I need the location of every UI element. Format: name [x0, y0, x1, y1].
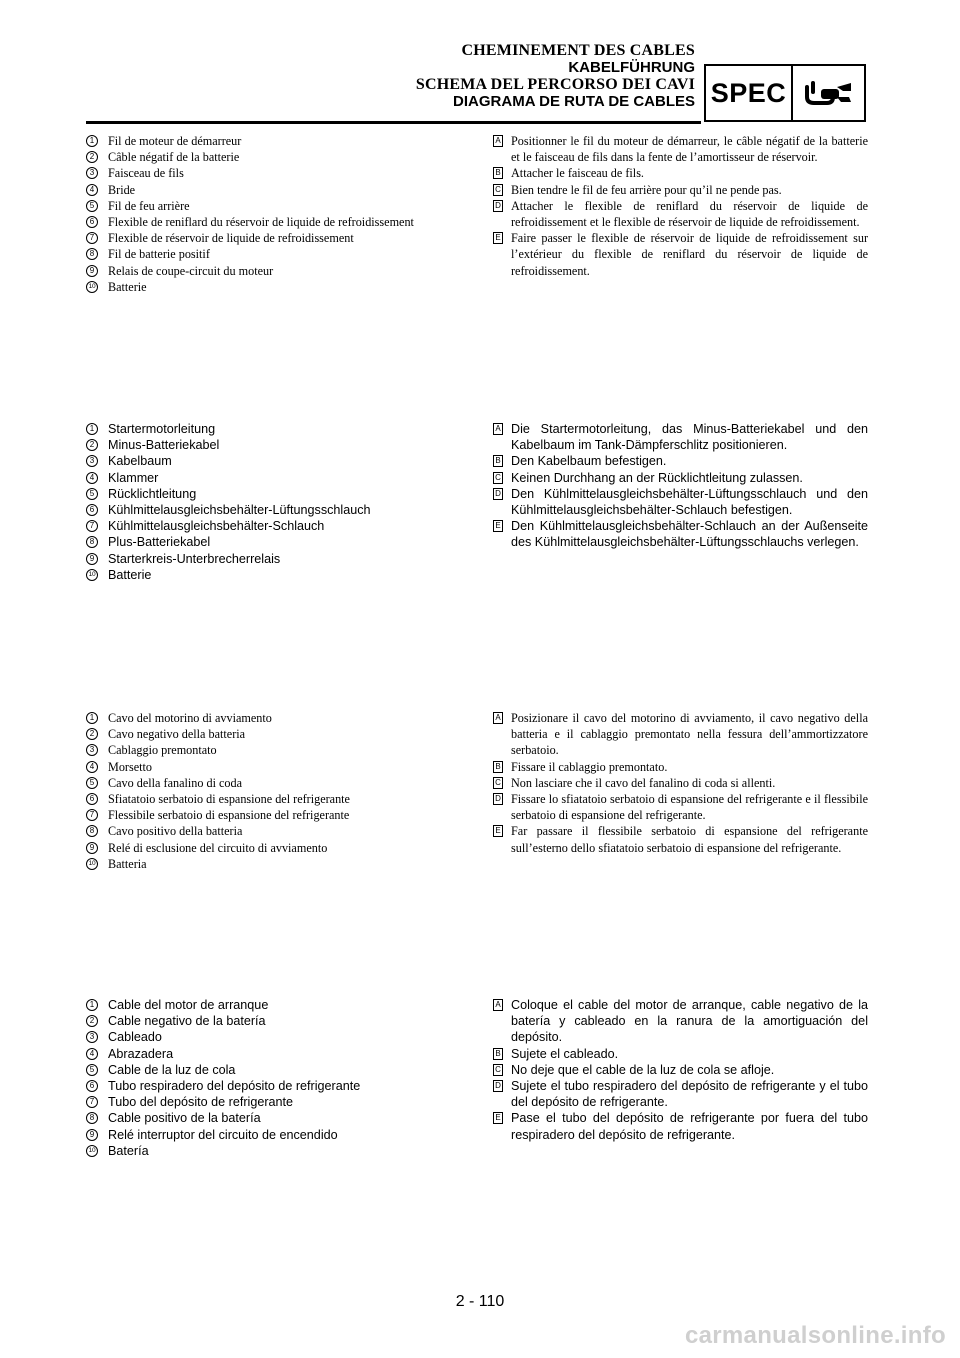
note-text: Fissare lo sfiatatoio serbatoio di espansione del refrigerante e il flessibile serbatoio di espansione del refrigerante.	[511, 792, 868, 823]
item-number: 9	[86, 265, 98, 277]
item-number: 1	[86, 423, 98, 435]
item-text: Bride	[108, 182, 136, 197]
notes-italian	[493, 710, 868, 856]
note-letter: C	[493, 777, 503, 789]
item-text: Faisceau de fils	[108, 166, 184, 181]
parts-list-german	[86, 421, 476, 583]
list-item	[86, 453, 476, 469]
list-item	[86, 1110, 476, 1126]
item-number: 10	[86, 858, 98, 870]
note-letter: C	[493, 184, 503, 196]
list-item	[86, 710, 476, 726]
item-text: Kühlmittelausgleichsbehälter-Schlauch	[108, 519, 325, 534]
list-item	[86, 230, 476, 246]
item-text: Cable de la luz de cola	[108, 1062, 236, 1077]
list-item	[86, 1062, 476, 1078]
item-text: Fil de moteur de démarreur	[108, 134, 242, 148]
note-text: Positionner le fil du moteur de démarreur, le câble négatif de la batterie et le faisceau de fils dans la fente de l’amortisseur de réservoir.	[511, 134, 868, 165]
item-text: Batería	[108, 1143, 149, 1158]
item-text: Flexible de reniflard du réservoir de liquide de refroidissement	[108, 215, 414, 230]
item-number: 7	[86, 809, 98, 821]
list-item	[86, 437, 476, 453]
spec-badge	[704, 64, 866, 122]
item-number: 10	[86, 569, 98, 581]
item-number: 10	[86, 1145, 98, 1157]
item-number: 8	[86, 825, 98, 837]
list-item	[86, 149, 476, 165]
note-letter: A	[493, 999, 503, 1011]
list-item	[86, 486, 476, 502]
note-text: Attacher le faisceau de fils.	[511, 166, 644, 181]
note-item	[493, 710, 868, 759]
notes-german	[493, 421, 868, 551]
list-item	[86, 1013, 476, 1029]
item-number: 1	[86, 135, 98, 147]
note-item	[493, 823, 868, 855]
note-item	[493, 518, 868, 550]
item-text: Tubo del depósito de refrigerante	[108, 1095, 294, 1110]
item-text: Cable positivo de la batería	[108, 1111, 261, 1126]
note-letter: E	[493, 232, 503, 244]
list-item	[86, 470, 476, 486]
note-letter: A	[493, 712, 503, 724]
title-italian: SCHEMA DEL PERCORSO DEI CAVI	[415, 76, 695, 93]
note-text: Keinen Durchhang an der Rücklichtleitung zulassen.	[511, 470, 803, 485]
note-text: Far passare il flessibile serbatoio di espansione del refrigerante sull’esterno dello sfiatatoio serbatoio di espansione del refrigerante.	[511, 824, 868, 855]
list-item	[86, 823, 476, 839]
list-item	[86, 1143, 476, 1159]
parts-list-french	[86, 133, 476, 295]
item-number: 8	[86, 536, 98, 548]
note-text: Faire passer le flexible de réservoir de liquide de refroidissement sur l’extérieur du flexible de reniflard du réservoir de liquide de refroidissement.	[511, 231, 868, 278]
list-item	[86, 182, 476, 198]
list-item	[86, 534, 476, 550]
note-item	[493, 230, 868, 279]
header-titles	[416, 42, 695, 110]
item-text: Tubo respiradero del depósito de refrigerante	[108, 1079, 361, 1094]
notes-spanish	[493, 997, 868, 1143]
item-number: 9	[86, 1129, 98, 1141]
item-text: Batteria	[108, 856, 147, 871]
list-item	[86, 518, 476, 534]
note-text: No deje que el cable de la luz de cola se afloje.	[511, 1062, 775, 1077]
note-item	[493, 198, 868, 230]
watermark: carmanualsonline.info	[684, 1322, 946, 1349]
title-french: CHEMINEMENT DES CABLES	[461, 42, 695, 59]
list-item	[86, 1029, 476, 1045]
item-number: 6	[86, 1080, 98, 1092]
item-number: 1	[86, 712, 98, 724]
note-text: Sujete el cableado.	[511, 1046, 619, 1061]
note-text: Den Kabelbaum befestigen.	[511, 454, 667, 469]
item-text: Relais de coupe-circuit du moteur	[108, 263, 274, 278]
item-text: Morsetto	[108, 759, 153, 774]
note-letter: E	[493, 825, 503, 837]
note-text: Fissare il cablaggio premontato.	[511, 759, 668, 774]
note-text: Den Kühlmittelausgleichsbehälter-Schlauch an der Außenseite des Kühlmittelausgleichsbehälter-Lüftungsschlauchs verlegen.	[511, 519, 868, 550]
list-item	[86, 263, 476, 279]
note-letter: B	[493, 1048, 503, 1060]
header-rule	[86, 121, 701, 124]
item-number: 5	[86, 200, 98, 212]
item-number: 8	[86, 248, 98, 260]
wrench-icon	[793, 66, 864, 120]
note-item	[493, 759, 868, 775]
note-letter: A	[493, 135, 503, 147]
list-item	[86, 214, 476, 230]
item-number: 2	[86, 151, 98, 163]
item-text: Rücklichtleitung	[108, 486, 197, 501]
item-number: 3	[86, 744, 98, 756]
note-item	[493, 421, 868, 453]
item-number: 4	[86, 472, 98, 484]
note-text: Den Kühlmittelausgleichsbehälter-Lüftungsschlauch und den Kühlmittelausgleichsbehälter-Schlauch befestigen.	[511, 486, 868, 518]
list-item	[86, 133, 476, 149]
item-number: 10	[86, 281, 98, 293]
item-text: Fil de batterie positif	[108, 247, 210, 262]
list-item	[86, 1078, 476, 1094]
item-number: 4	[86, 761, 98, 773]
list-item	[86, 726, 476, 742]
note-letter: B	[493, 455, 503, 467]
item-text: Cable del motor de arranque	[108, 998, 269, 1012]
item-text: Kühlmittelausgleichsbehälter-Lüftungsschlauch	[108, 503, 371, 518]
item-number: 5	[86, 1064, 98, 1076]
item-text: Sfiatatoio serbatoio di espansione del refrigerante	[108, 792, 350, 807]
note-item	[493, 1078, 868, 1110]
note-letter: D	[493, 1080, 503, 1092]
note-text: Attacher le flexible de reniflard du réservoir de liquide de refroidissement et le flexible de réservoir de liquide de refroidissement.	[511, 198, 868, 230]
list-item	[86, 165, 476, 181]
note-letter: C	[493, 472, 503, 484]
title-spanish: DIAGRAMA DE RUTA DE CABLES	[453, 93, 695, 110]
note-text: Sujete el tubo respiradero del depósito de refrigerante y el tubo del depósito de refrigerante.	[511, 1079, 868, 1110]
item-text: Cavo negativo della batteria	[108, 727, 246, 742]
note-item	[493, 1110, 868, 1142]
item-text: Cable negativo de la batería	[108, 1014, 266, 1029]
notes-french	[493, 133, 868, 279]
list-item	[86, 567, 476, 583]
item-number: 2	[86, 439, 98, 451]
item-text: Cablaggio premontato	[108, 743, 217, 758]
item-number: 2	[86, 1015, 98, 1027]
item-number: 9	[86, 842, 98, 854]
item-number: 3	[86, 455, 98, 467]
item-text: Plus-Batteriekabel	[108, 535, 211, 550]
note-letter: E	[493, 520, 503, 532]
item-text: Abrazadera	[108, 1046, 174, 1061]
list-item	[86, 856, 476, 872]
note-item	[493, 1062, 868, 1078]
note-letter: C	[493, 1064, 503, 1076]
parts-list-italian	[86, 710, 476, 872]
list-item	[86, 551, 476, 567]
item-text: Fil de feu arrière	[108, 198, 190, 213]
note-item	[493, 775, 868, 791]
page-number: 2 - 110	[455, 1293, 505, 1310]
list-item	[86, 1127, 476, 1143]
note-text: Die Startermotorleitung, das Minus-Batteriekabel und den Kabelbaum im Tank-Dämpferschlitz positionieren.	[511, 422, 868, 453]
list-item	[86, 246, 476, 262]
item-text: Cavo della fanalino di coda	[108, 775, 243, 790]
item-text: Batterie	[108, 567, 152, 582]
item-number: 7	[86, 520, 98, 532]
item-number: 5	[86, 777, 98, 789]
spec-label: SPEC	[706, 66, 793, 120]
list-item	[86, 759, 476, 775]
title-german: KABELFÜHRUNG	[568, 59, 695, 76]
item-text: Cavo del motorino di avviamento	[108, 711, 272, 725]
item-number: 3	[86, 167, 98, 179]
list-item	[86, 742, 476, 758]
item-text: Cableado	[108, 1030, 162, 1045]
note-item	[493, 486, 868, 518]
note-item	[493, 1046, 868, 1062]
note-text: Non lasciare che il cavo del fanalino di coda si allenti.	[511, 775, 776, 790]
note-item	[493, 453, 868, 469]
item-text: Batterie	[108, 279, 147, 294]
note-item	[493, 470, 868, 486]
item-number: 5	[86, 488, 98, 500]
item-text: Relé di esclusione del circuito di avviamento	[108, 840, 328, 855]
list-item	[86, 502, 476, 518]
item-number: 9	[86, 553, 98, 565]
item-text: Kabelbaum	[108, 454, 172, 469]
note-item	[493, 182, 868, 198]
item-text: Flexible de réservoir de liquide de refroidissement	[108, 231, 354, 246]
list-item	[86, 791, 476, 807]
list-item	[86, 1046, 476, 1062]
note-text: Bien tendre le fil de feu arrière pour qu’il ne pende pas.	[511, 182, 782, 197]
note-letter: D	[493, 200, 503, 212]
item-number: 2	[86, 728, 98, 740]
note-letter: B	[493, 167, 503, 179]
note-letter: E	[493, 1112, 503, 1124]
list-item	[86, 775, 476, 791]
item-text: Starterkreis-Unterbrecherrelais	[108, 551, 281, 566]
item-text: Startermotorleitung	[108, 422, 216, 436]
list-item	[86, 279, 476, 295]
item-number: 8	[86, 1112, 98, 1124]
note-item	[493, 165, 868, 181]
note-text: Posizionare il cavo del motorino di avviamento, il cavo negativo della batteria e il cablaggio premontato nella fessura dell’ammortizzatore serbatoio.	[511, 711, 868, 758]
note-letter: D	[493, 488, 503, 500]
parts-list-spanish	[86, 997, 476, 1159]
note-letter: A	[493, 423, 503, 435]
list-item	[86, 421, 476, 437]
item-text: Minus-Batteriekabel	[108, 438, 220, 453]
item-text: Relé interruptor del circuito de encendido	[108, 1127, 338, 1142]
list-item	[86, 198, 476, 214]
item-number: 6	[86, 793, 98, 805]
note-item	[493, 133, 868, 165]
note-text: Pase el tubo del depósito de refrigerante por fuera del tubo respiradero del depósito de refrigerante.	[511, 1111, 868, 1142]
item-text: Klammer	[108, 470, 159, 485]
item-number: 4	[86, 1048, 98, 1060]
item-text: Flessibile serbatoio di espansione del refrigerante	[108, 808, 350, 823]
list-item	[86, 807, 476, 823]
note-item	[493, 997, 868, 1046]
item-number: 6	[86, 216, 98, 228]
list-item	[86, 997, 476, 1013]
item-number: 4	[86, 184, 98, 196]
item-number: 7	[86, 232, 98, 244]
note-letter: B	[493, 761, 503, 773]
item-number: 1	[86, 999, 98, 1011]
list-item	[86, 1094, 476, 1110]
item-number: 7	[86, 1096, 98, 1108]
note-text: Coloque el cable del motor de arranque, cable negativo de la batería y cableado en la ranura de la amortiguación del depósito.	[511, 998, 868, 1045]
item-number: 3	[86, 1031, 98, 1043]
item-text: Cavo positivo della batteria	[108, 824, 243, 839]
note-item	[493, 791, 868, 823]
item-text: Câble négatif de la batterie	[108, 150, 240, 165]
item-number: 6	[86, 504, 98, 516]
list-item	[86, 840, 476, 856]
note-letter: D	[493, 793, 503, 805]
